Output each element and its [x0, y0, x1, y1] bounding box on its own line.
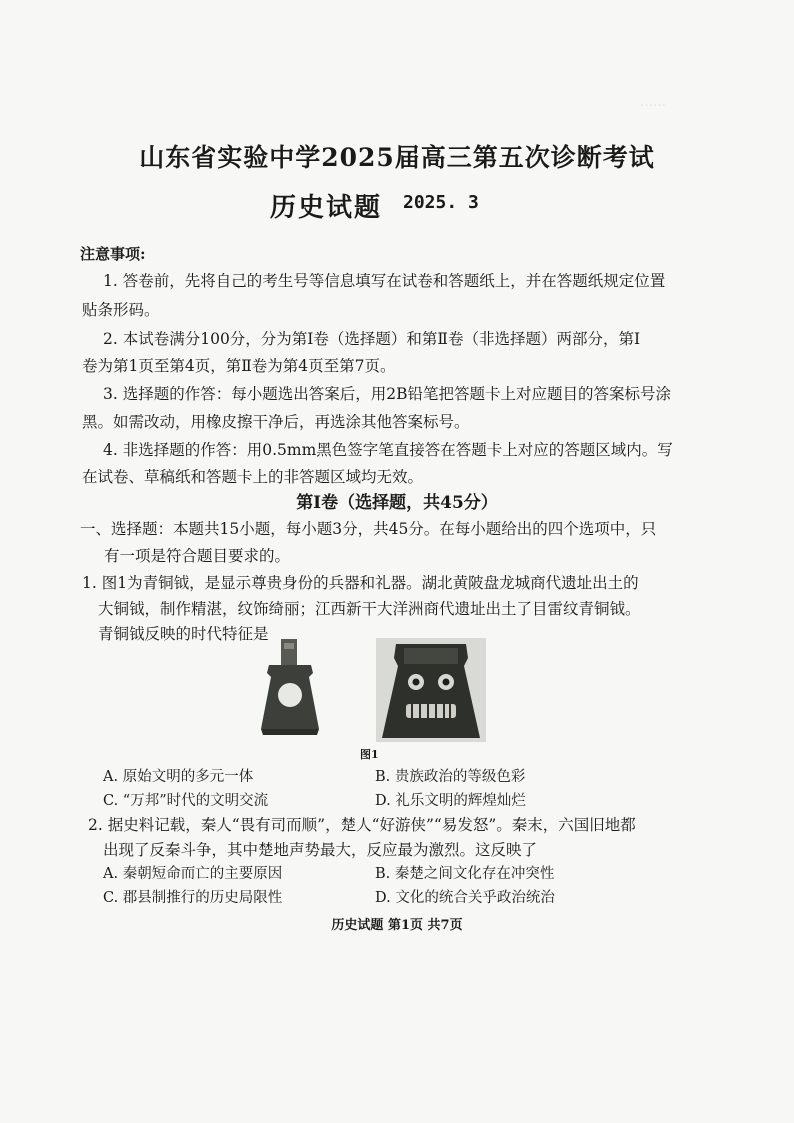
page-footer: 历史试题 第1页 共7页 [331, 918, 463, 933]
school-title: 山东省实验中学2025届高三第五次诊断考试 [139, 143, 655, 172]
subject-title: 历史试题 [270, 193, 383, 223]
q2-option-c: C. 郡县制推行的历史局限性 [103, 890, 283, 906]
exam-date: 2025. 3 [403, 192, 479, 213]
q2-option-d: D. 文化的统合关乎政治统治 [375, 890, 555, 906]
notice-item-3-line-2: 黑。如需改动，用橡皮擦干净后，再选涂其他答案标号。 [82, 413, 470, 431]
bronze-axe-image-right [376, 638, 486, 742]
notice-item-4-line-2: 在试卷、草稿纸和答题卡上的非答题区域均无效。 [82, 468, 424, 486]
q1-option-d: D. 礼乐文明的辉煌灿烂 [375, 793, 526, 809]
notice-item-3-line-1: 3. 选择题的作答：每小题选出答案后，用2B铅笔把答题卡上对应题目的答案标号涂 [103, 385, 671, 403]
q1-option-b: B. 贵族政治的等级色彩 [375, 769, 526, 785]
q1-stem-line-3: 青铜钺反映的时代特征是 [98, 625, 269, 643]
q2-stem-line-2: 出现了反秦斗争，其中楚地声势最大，反应最为激烈。这反映了 [103, 841, 538, 859]
notice-item-2-line-1: 2. 本试卷满分100分，分为第Ⅰ卷（选择题）和第Ⅱ卷（非选择题）两部分，第Ⅰ [103, 330, 641, 348]
q2-option-b: B. 秦楚之间文化存在冲突性 [375, 866, 555, 882]
notice-item-1-line-2: 贴条形码。 [82, 301, 160, 319]
q1-stem-line-2: 大铜钺，制作精湛，纹饰绮丽；江西新干大洋洲商代遗址出土了目雷纹青铜钺。 [98, 600, 641, 618]
q1-stem-line-1: 1. 图1为青铜钺，是显示尊贵身份的兵器和礼器。湖北黄陂盘龙城商代遗址出土的 [82, 574, 639, 592]
q1-option-c: C. “万邦”时代的文明交流 [103, 793, 269, 809]
section-instruction-line-2: 有一项是符合题目要求的。 [104, 547, 291, 565]
section-instruction-line-1: 一、选择题：本题共15小题，每小题3分，共45分。在每小题给出的四个选项中，只 [80, 520, 657, 538]
figure-1-caption: 图1 [360, 748, 379, 761]
notice-item-2-line-2: 卷为第1页至第4页，第Ⅱ卷为第4页至第7页。 [82, 357, 396, 375]
section-title: 第Ⅰ卷（选择题，共45分） [296, 493, 498, 513]
bleed-through-text: …… [640, 95, 666, 110]
notice-heading: 注意事项: [80, 245, 146, 263]
q2-stem-line-1: 2. 据史料记载，秦人“畏有司而顺”，楚人“好游侠”“易发怒”。秦末，六国旧地都 [88, 816, 636, 834]
bronze-axe-image-left [255, 637, 325, 737]
notice-item-1-line-1: 1. 答卷前，先将自己的考生号等信息填写在试卷和答题纸上，并在答题纸规定位置 [103, 272, 666, 290]
q1-option-a: A. 原始文明的多元一体 [103, 769, 254, 785]
q2-option-a: A. 秦朝短命而亡的主要原因 [103, 866, 283, 882]
notice-item-4-line-1: 4. 非选择题的作答：用0.5mm黑色签字笔直接答在答题卡上对应的答题区域内。写 [103, 441, 673, 459]
